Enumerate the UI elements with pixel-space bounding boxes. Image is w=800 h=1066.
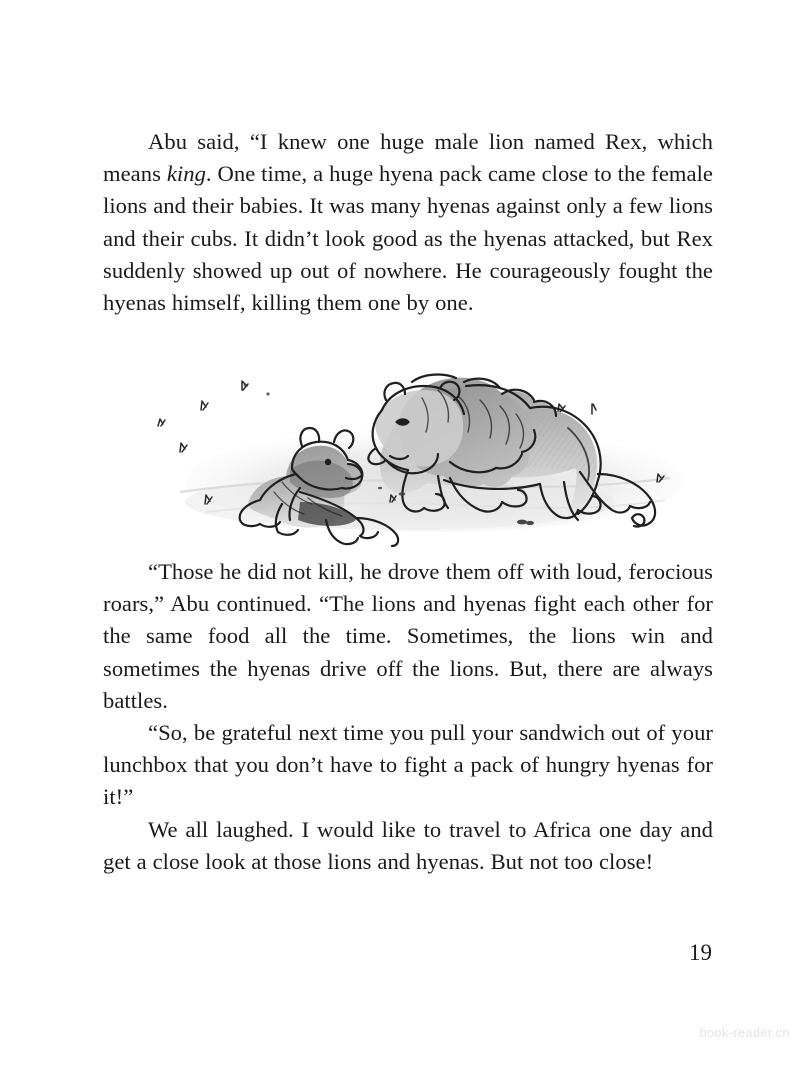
page-number: 19 [689, 940, 712, 965]
paragraph-4: We all laughed. I would like to travel to Africa one day and get a close look at those lions and hyenas. But not too close! [103, 816, 713, 874]
italic-word-king: king [166, 161, 206, 187]
paragraph-3: “So, be grateful next time you pull your sandwich out of your lunchbox that you don’t have to fight a pack of hungry hyenas for it!” [103, 720, 713, 810]
paragraph-1 [103, 126, 713, 319]
paragraph-2: “Those he did not kill, he drove them off with loud, ferocious roars,” Abu continued. “The lions and hyenas fight each other for the same food all the time. Sometimes, the lions win and sometimes the hyenas drive off the lions. But, there are always battles. [103, 559, 713, 713]
paragraph-1-part-2: . One time, a huge hyena pack came close to the female lions and their babies. It was many hyenas against only a few lions and their cubs. It didn’t look good as the hyenas attacked, but Rex suddenly showed up out of nowhere. He courageously fought the hyenas himself, killing them one by one. [103, 161, 713, 316]
site-watermark: book-reader.cn [699, 1026, 790, 1040]
paragraph-1-part-1: Abu said, “I knew one huge male lion named Rex, which means [103, 129, 713, 187]
lion-and-hyena-illustration [150, 352, 690, 547]
text-block-lower [103, 556, 713, 878]
text-block-upper [103, 126, 713, 319]
